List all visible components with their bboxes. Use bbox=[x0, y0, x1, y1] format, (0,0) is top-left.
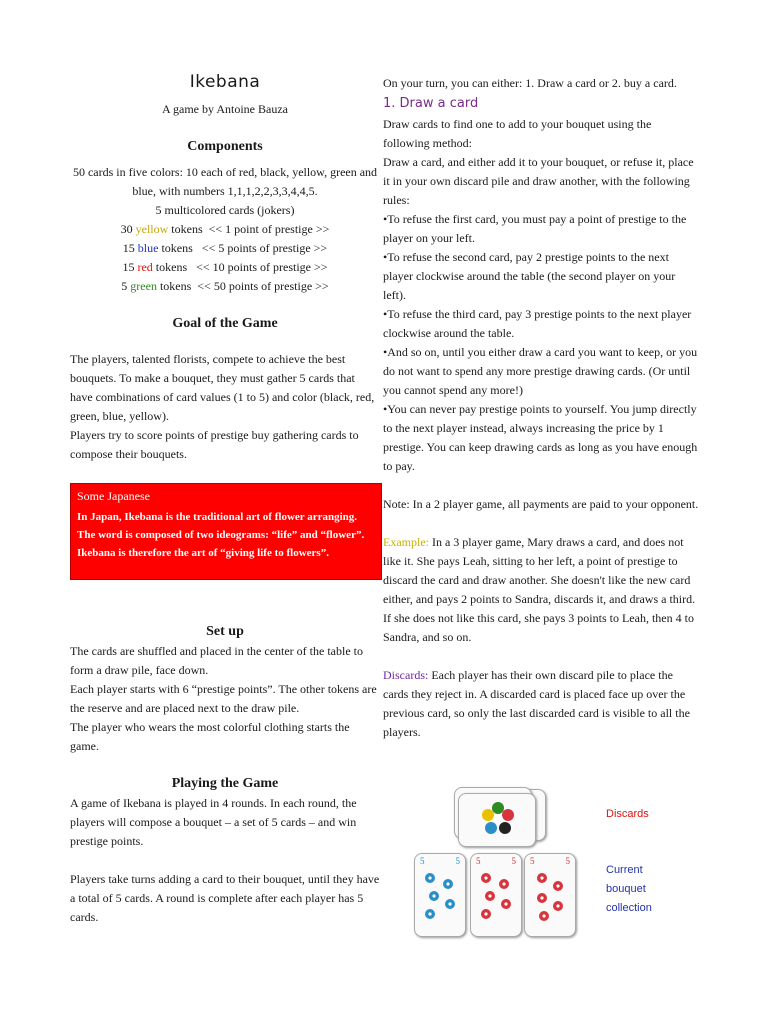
card-number: 5 bbox=[455, 856, 460, 866]
rule-2: •To refuse the second card, pay 2 prestige points to the next player clockwise around the table (the second player on your left). bbox=[383, 250, 676, 302]
token-line bbox=[70, 258, 380, 277]
discards-label: Discards: bbox=[383, 668, 429, 682]
draw-card-heading: 1. Draw a card bbox=[383, 96, 479, 111]
rule-1: •To refuse the first card, you must pay a point of prestige to the player on your left. bbox=[383, 212, 687, 245]
red-flowers-icon bbox=[476, 868, 516, 924]
goal-heading: Goal of the Game bbox=[172, 316, 278, 331]
components-heading: Components bbox=[187, 139, 263, 154]
token-description: tokens << 50 points of prestige >> bbox=[156, 279, 329, 293]
token-list bbox=[70, 220, 380, 296]
setup-paragraph-1: The cards are shuffled and placed in the center of the table to form a draw pile, face down. bbox=[70, 644, 363, 677]
bouquet-card-red-2 bbox=[524, 853, 576, 937]
setup-section bbox=[70, 624, 380, 756]
card-number: 5 bbox=[511, 856, 516, 866]
draw-paragraph-1: Draw cards to find one to add to your bouquet using the following method: bbox=[383, 117, 652, 150]
some-japanese-text: In Japan, Ikebana is the traditional art of flower arranging. The word is composed of two ideograms: “life” and “flower”. Ikebana is therefore the art of “giving life to flowers”. bbox=[77, 511, 365, 559]
setup-heading: Set up bbox=[206, 624, 244, 639]
bouquet-card-blue bbox=[414, 853, 466, 937]
turn-intro: On your turn, you can either: 1. Draw a card or 2. buy a card. bbox=[383, 76, 677, 90]
setup-paragraph-3: The player who wears the most colorful clothing starts the game. bbox=[70, 720, 350, 753]
token-color-word: red bbox=[137, 260, 153, 274]
card-number: 5 bbox=[565, 856, 570, 866]
token-description: tokens << 5 points of prestige >> bbox=[158, 241, 328, 255]
token-count: 15 bbox=[122, 260, 138, 274]
card-number: 5 bbox=[476, 856, 481, 866]
token-color-word: green bbox=[130, 279, 157, 293]
left-column bbox=[70, 72, 380, 464]
token-line bbox=[70, 220, 380, 239]
rule-5: •You can never pay prestige points to yourself. You jump directly to the next player instead, always increasing the price by 1 prestige. You can keep drawing cards as long as you have enough to pay. bbox=[383, 402, 698, 473]
setup-paragraph-2: Each player starts with 6 “prestige points”. The other tokens are the reserve and are placed next to the draw pile. bbox=[70, 682, 377, 715]
bouquet-caption: Current bouquet collection bbox=[606, 864, 652, 914]
example-label: Example: bbox=[383, 535, 429, 549]
token-count: 15 bbox=[122, 241, 138, 255]
components-line1: 50 cards in five colors: 10 each of red, black, yellow, green and blue, with numbers 1,1,1,2,2,3,3,4,4,5. bbox=[72, 165, 378, 198]
some-japanese-box bbox=[70, 483, 382, 580]
joker-flower-icon bbox=[481, 800, 515, 838]
rule-3: •To refuse the third card, pay 3 prestige points to the next player clockwise around the table. bbox=[383, 307, 692, 340]
card-number: 5 bbox=[530, 856, 535, 866]
discards-caption: Discards bbox=[606, 808, 649, 820]
two-player-note: Note: In a 2 player game, all payments are paid to your opponent. bbox=[383, 497, 699, 511]
blue-flowers-icon bbox=[420, 868, 460, 924]
bouquet-card-red-1 bbox=[470, 853, 522, 937]
token-color-word: blue bbox=[137, 241, 159, 255]
token-description: tokens << 1 point of prestige >> bbox=[168, 222, 330, 236]
playing-heading: Playing the Game bbox=[171, 776, 279, 791]
goal-paragraph-2: Players try to score points of prestige buy gathering cards to compose their bouquets. bbox=[70, 428, 359, 461]
red-flowers-icon bbox=[530, 868, 570, 924]
playing-paragraph-1: A game of Ikebana is played in 4 rounds. In each round, the players will compose a bouquet – a set of 5 cards – and win prestige points. bbox=[70, 796, 357, 848]
token-count: 5 bbox=[121, 279, 131, 293]
some-japanese-title: Some Japanese bbox=[77, 489, 150, 503]
right-column bbox=[383, 74, 699, 742]
token-description: tokens << 10 points of prestige >> bbox=[152, 260, 328, 274]
playing-section bbox=[70, 776, 380, 927]
token-color-word: yellow bbox=[135, 222, 169, 236]
playing-paragraph-2: Players take turns adding a card to their bouquet, until they have a total of 5 cards. A round is complete after each player has 5 cards. bbox=[70, 872, 380, 924]
token-line bbox=[70, 239, 380, 258]
goal-paragraph-1: The players, talented florists, compete to achieve the best bouquets. To make a bouquet, they must gather 5 cards that have combinations of card values (1 to 5) and color (black, red, green, blue, yellow). bbox=[70, 352, 375, 423]
discard-card-top bbox=[458, 793, 536, 847]
token-line bbox=[70, 277, 380, 296]
token-count: 30 bbox=[120, 222, 136, 236]
draw-paragraph-2: Draw a card, and either add it to your bouquet, or refuse it, place it in your own discard pile and draw another, with the following rules: bbox=[383, 155, 694, 207]
example-paragraph bbox=[383, 533, 699, 647]
byline: A game by Antoine Bauza bbox=[162, 102, 288, 116]
cards-illustration bbox=[410, 785, 710, 945]
components-line2: 5 multicolored cards (jokers) bbox=[155, 203, 295, 217]
card-number: 5 bbox=[420, 856, 425, 866]
discards-paragraph bbox=[383, 666, 699, 742]
rule-4: •And so on, until you either draw a card you want to keep, or you do not want to spend any more prestige drawing cards. (Or until you cannot spend any more!) bbox=[383, 345, 698, 397]
discards-text: Each player has their own discard pile to place the cards they reject in. A discarded card is placed face up over the previous card, so only the last discarded card is visible to all the players. bbox=[383, 668, 690, 739]
example-text: In a 3 player game, Mary draws a card, and does not like it. She pays Leah, sitting to her left, a point of prestige to discard the card and draw another. She doesn't like the new card either, and pays 2 points to Sandra, discards it, and draws a third. If she does not like this card, she pays 3 points to Leah, then 4 to Sandra, and so on. bbox=[383, 535, 696, 644]
page-title: Ikebana bbox=[189, 72, 261, 92]
